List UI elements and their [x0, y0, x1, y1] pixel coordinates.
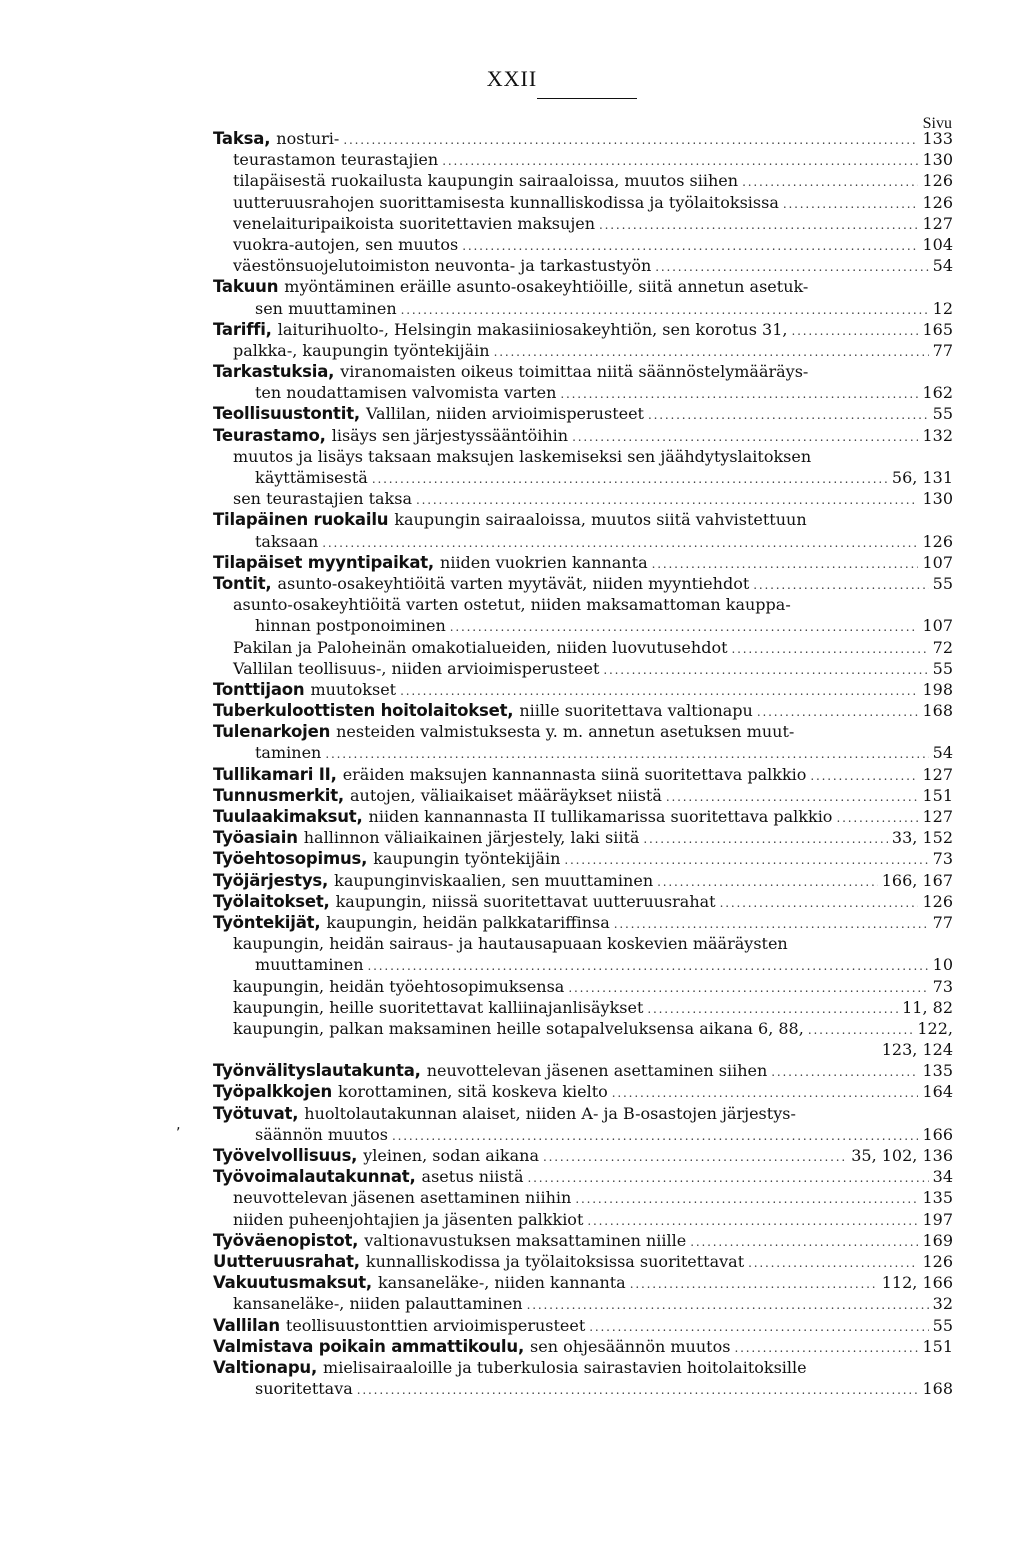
index-page-ref: 54 [932, 743, 953, 763]
index-headword: Työtuvat, [213, 1103, 299, 1123]
leader-dots [690, 1230, 918, 1251]
leader-dots [372, 467, 888, 488]
index-entry-text: Vallilan, niiden arvioimisperusteet [365, 404, 644, 424]
index-entry-text: neuvottelevan jäsenen asettaminen niihin [233, 1188, 572, 1208]
index-entry [213, 870, 953, 891]
index-headword: Tuberkuloottisten hoitolaitokset, [213, 701, 514, 721]
leader-dots [572, 425, 918, 446]
index-entry-text: yleinen, sodan aikana [363, 1146, 540, 1165]
index-entry-text: lisäys sen järjestyssääntöihin [331, 425, 569, 445]
index-headword: Tonttijaon [213, 679, 305, 699]
index-entry-text: taminen [255, 743, 322, 763]
leader-dots [614, 912, 929, 933]
index-page-ref: 164 [922, 1082, 953, 1102]
index-entry-text: niiden vuokrien kannanta [440, 552, 648, 572]
index-entry [213, 1145, 953, 1166]
index-entry-text: mielisairaaloille ja tuberkulosia sairastavien hoitolaitoksille [323, 1357, 807, 1377]
index-page-ref: 130 [922, 150, 953, 170]
index-entry-text: väestönsuojelutoimiston neuvonta- ja tarkastustyön [233, 256, 652, 276]
index-page-ref: 55 [932, 573, 953, 593]
index-entry [213, 467, 953, 488]
leader-dots [783, 192, 919, 213]
index-page-ref: 165 [922, 319, 953, 339]
index-entry [213, 382, 953, 403]
index-entry [213, 1039, 953, 1060]
index-page-ref: 135 [922, 1061, 953, 1081]
index-entry [213, 785, 953, 806]
index-page-ref: 33, 152 [891, 828, 953, 848]
leader-dots [564, 848, 928, 869]
leader-dots [630, 1272, 878, 1293]
leader-dots [657, 870, 878, 891]
index-entry-text: niiden kannannasta II tullikamarissa suoritettava palkkio [368, 807, 833, 826]
index-page-ref: 107 [922, 616, 953, 636]
index-entry-text: sen muuttaminen [255, 298, 397, 318]
index-entry-text: muutokset [310, 679, 397, 699]
leader-dots [450, 615, 919, 636]
index-entry [213, 891, 953, 912]
leader-dots [589, 1315, 928, 1336]
index-entry-text: kaupungin, heidän työehtosopimuksensa [233, 976, 565, 996]
index-entry-text: neuvottelevan jäsenen asettaminen siihen [426, 1061, 768, 1081]
index-entry-text: niiden puheenjohtajien ja jäsenten palkkiot [233, 1209, 584, 1229]
index-entry-text: kansaneläke-, niiden palauttaminen [233, 1294, 523, 1314]
index-headword: Työnvälityslautakunta, [213, 1061, 421, 1081]
index-headword: Tunnusmerkit, [213, 785, 344, 805]
index-page-ref: 112, 166 [881, 1273, 953, 1293]
leader-dots [753, 573, 928, 594]
index-entry-text: eräiden maksujen kannannasta siinä suoritettava palkkio [342, 764, 807, 784]
index-entry [213, 1060, 953, 1081]
index-entry-text: korottaminen, sitä koskeva kielto [338, 1082, 608, 1102]
index-entry-text: uutteruusrahojen suorittamisesta kunnalliskodissa ja työlaitoksissa [233, 192, 779, 212]
index-page-ref: 151 [922, 785, 953, 805]
index-page-ref: 12 [932, 298, 953, 318]
index-page-ref: 126 [922, 531, 953, 551]
index-entry-text: sen teurastajien taksa [233, 489, 412, 509]
index-page-ref: 197 [922, 1209, 953, 1229]
leader-dots [771, 1060, 918, 1081]
leader-dots [494, 340, 929, 361]
leader-dots [655, 255, 928, 276]
index-entry-text: kaupungin työntekijäin [373, 849, 561, 869]
index-headword: Työväenopistot, [213, 1230, 359, 1250]
index-page-ref: 72 [932, 637, 953, 657]
index-entry-text: nesteiden valmistuksesta y. m. annetun asetuksen muut- [336, 722, 795, 742]
index-page-ref: 126 [922, 171, 953, 191]
index-entry [213, 1124, 953, 1145]
index-headword: Takuun [213, 277, 279, 297]
index-page-ref: 55 [932, 1315, 953, 1335]
index-entry [213, 361, 953, 382]
index-headword: Työjärjestys, [213, 870, 329, 890]
index-page-ref: 127 [922, 764, 953, 784]
index-entry [213, 742, 953, 763]
index-page-ref: 162 [922, 383, 953, 403]
index-entry [213, 509, 953, 530]
index-headword: Tarkastuksia, [213, 362, 335, 382]
index-headword: Tontit, [213, 573, 272, 593]
index-entry [213, 997, 953, 1018]
index-headword: Valmistava poikain ammattikoulu, [213, 1336, 525, 1356]
index-page-ref: 166 [922, 1124, 953, 1144]
index-entry [213, 192, 953, 213]
index-entry-text: kunnalliskodissa ja työlaitoksissa suoritettavat [365, 1251, 745, 1271]
index-headword: Tulenarkojen [213, 722, 331, 742]
index-entry [213, 1357, 953, 1378]
index-entry-text: suoritettava [255, 1379, 353, 1399]
index-entry [213, 1251, 953, 1272]
index-entry-text: valtionavustuksen maksattaminen niille [364, 1230, 687, 1250]
index-entry [213, 446, 953, 467]
leader-dots [568, 976, 928, 997]
page-column-label: Sivu [922, 115, 952, 132]
index-headword: Teurastamo, [213, 425, 326, 445]
leader-dots [810, 764, 918, 785]
index-page-ref: 122, [917, 1018, 953, 1038]
leader-dots [527, 1293, 929, 1314]
index-entry-text: kaupungin, niissä suoritettavat uutteruusrahat [335, 891, 716, 911]
index-entry-text: teurastamon teurastajien [233, 150, 439, 170]
index-page-ref: 126 [922, 1251, 953, 1271]
leader-dots [392, 1124, 918, 1145]
index-headword: Työvelvollisuus, [213, 1146, 358, 1165]
index-entry [213, 298, 953, 319]
index-page-ref: 55 [932, 404, 953, 424]
index-page-ref: 10 [932, 955, 953, 975]
index-page-ref: 107 [922, 552, 953, 572]
index-entry [213, 573, 953, 594]
leader-dots [720, 891, 919, 912]
index-entry-text: ten noudattamisen valvomista varten [255, 383, 557, 403]
leader-dots [836, 806, 918, 827]
index-page-ref: 133 [922, 129, 953, 148]
index-entry [213, 637, 953, 658]
leader-dots [742, 170, 918, 191]
index-page-ref: 77 [932, 912, 953, 932]
index-entry [213, 1293, 953, 1314]
index-page-ref: 130 [922, 489, 953, 509]
leader-dots [343, 128, 918, 149]
leader-dots [732, 637, 929, 658]
index-entry-text: muuttaminen [255, 955, 364, 975]
leader-dots [666, 785, 919, 806]
index-entry [213, 1018, 953, 1039]
index-headword: Työpalkkojen [213, 1082, 333, 1102]
index-entry-text: autojen, väliaikaiset määräykset niistä [349, 785, 662, 805]
index-entry-text: kansaneläke-, niiden kannanta [377, 1273, 626, 1293]
index-entry [213, 594, 953, 615]
index-entry [213, 1230, 953, 1251]
index-entry-text: myöntäminen eräille asunto-osakeyhtiöille, siitä annetun asetuk- [284, 277, 809, 297]
leader-dots [401, 298, 929, 319]
index-entry-text: Vallilan teollisuus-, niiden arvioimisperusteet [233, 658, 600, 678]
index-entry [213, 552, 953, 573]
index-entry [213, 276, 953, 297]
index-headword: Työvoimalautakunnat, [213, 1167, 416, 1187]
index-page-ref: 135 [922, 1188, 953, 1208]
index-page-ref: 77 [932, 340, 953, 360]
index-entry-text: hallinnon väliaikainen järjestely, laki siitä [303, 828, 640, 848]
index-entry [213, 806, 953, 827]
index-entry-text: viranomaisten oikeus toimittaa niitä säännöstelymääräys- [340, 362, 809, 382]
index-page-ref: 73 [932, 976, 953, 996]
leader-dots [543, 1145, 847, 1166]
index-entry [213, 488, 953, 509]
index-headword: Työehtosopimus, [213, 849, 368, 869]
index-page-ref: 127 [922, 213, 953, 233]
index-page-ref: 104 [922, 234, 953, 254]
index-entry-text: vuokra-autojen, sen muutos [233, 234, 459, 254]
index-entry-text: nosturi- [276, 129, 340, 148]
index-headword: Työlaitokset, [213, 891, 330, 911]
index-entry [213, 1103, 953, 1124]
index-entry-text: teollisuustonttien arvioimisperusteet [285, 1315, 586, 1335]
index-entry-text: asunto-osakeyhtiöitä varten ostetut, niiden maksamattoman kauppa- [233, 595, 791, 615]
leader-dots [560, 382, 918, 403]
index-entry [213, 170, 953, 191]
index-entry-text: huoltolautakunnan alaiset, niiden A- ja B-osastojen järjestys- [304, 1103, 796, 1123]
index-headword: Työasiain [213, 828, 298, 848]
index-entry [213, 764, 953, 785]
index-headword: Tariffi, [213, 319, 272, 339]
index-entry-text: kaupungin, heille suoritettavat kalliinajanlisäykset [233, 997, 644, 1017]
leader-dots [791, 319, 918, 340]
index-list [213, 128, 953, 1399]
index-page-ref: 73 [932, 849, 953, 869]
leader-dots [528, 1166, 929, 1187]
index-page-ref: 34 [932, 1167, 953, 1187]
index-entry [213, 234, 953, 255]
index-page-ref: 151 [922, 1336, 953, 1356]
index-entry [213, 128, 953, 149]
leader-dots [462, 234, 918, 255]
index-entry [213, 340, 953, 361]
index-entry [213, 933, 953, 954]
index-entry-text: Pakilan ja Paloheinän omakotialueiden, niiden luovutusehdot [233, 637, 728, 657]
index-entry-text: kaupungin sairaaloissa, muutos siitä vahvistettuun [394, 510, 807, 530]
index-page-ref: 169 [922, 1230, 953, 1250]
leader-dots [599, 213, 918, 234]
index-entry-text: palkka-, kaupungin työntekijäin [233, 340, 490, 360]
index-entry [213, 615, 953, 636]
index-entry [213, 721, 953, 742]
index-entry [213, 319, 953, 340]
index-entry-text: venelaituripaikoista suoritettavien maksujen [233, 213, 596, 233]
index-entry [213, 912, 953, 933]
index-headword: Tuulaakimaksut, [213, 807, 363, 826]
leader-dots [325, 742, 928, 763]
index-page-ref: 168 [922, 701, 953, 721]
index-entry [213, 658, 953, 679]
leader-dots [734, 1336, 918, 1357]
index-headword: Tilapäiset myyntipaikat, [213, 552, 435, 572]
index-entry-text: niille suoritettava valtionapu [519, 701, 753, 721]
index-entry-text: taksaan [255, 531, 319, 551]
leader-dots [416, 488, 918, 509]
index-headword: Tilapäinen ruokailu [213, 510, 389, 530]
index-page-ref: 55 [932, 658, 953, 678]
index-page-ref: 166, 167 [881, 870, 953, 890]
leader-dots [400, 679, 918, 700]
index-headword: Vallilan [213, 1315, 280, 1335]
index-headword: Valtionapu, [213, 1357, 318, 1377]
index-entry-text: asunto-osakeyhtiöitä varten myytävät, niiden myyntiehdot [277, 573, 750, 593]
index-entry-text: hinnan postponoiminen [255, 616, 446, 636]
index-page-ref: 126 [922, 891, 953, 911]
index-page-ref: 56, 131 [891, 468, 953, 487]
leader-dots [603, 658, 928, 679]
index-entry-text: laiturihuolto-, Helsingin makasiiniosakeyhtiön, sen korotus 31, [277, 319, 788, 339]
index-entry-text: tilapäisestä ruokailusta kaupungin sairaaloissa, muutos siihen [233, 171, 739, 191]
index-page-ref: 198 [922, 679, 953, 699]
index-entry-text: muutos ja lisäys taksaan maksujen laskemiseksi sen jäähdytyslaitoksen [233, 446, 812, 466]
index-entry [213, 403, 953, 424]
leader-dots [368, 954, 929, 975]
index-entry-text: sen ohjesäännön muutos [530, 1336, 731, 1356]
index-page-ref: 126 [922, 192, 953, 212]
leader-dots [647, 997, 898, 1018]
page-number: XXII [486, 66, 538, 91]
index-entry [213, 1378, 953, 1399]
index-headword: Vakuutusmaksut, [213, 1273, 372, 1293]
index-entry [213, 976, 953, 997]
index-entry [213, 1081, 953, 1102]
index-entry [213, 1315, 953, 1336]
index-entry [213, 827, 953, 848]
index-page-ref: 35, 102, 136 [851, 1146, 953, 1165]
leader-dots [322, 531, 918, 552]
index-headword: Työntekijät, [213, 912, 321, 932]
leader-dots [808, 1018, 914, 1039]
index-entry [213, 848, 953, 869]
index-entry [213, 1187, 953, 1208]
leader-dots [757, 700, 919, 721]
index-headword: Teollisuustontit, [213, 404, 360, 424]
index-headword: Uutteruusrahat, [213, 1251, 360, 1271]
index-entry [213, 425, 953, 446]
leader-dots [648, 403, 929, 424]
index-page-ref: 127 [922, 807, 953, 826]
index-entry [213, 149, 953, 170]
index-entry [213, 1209, 953, 1230]
index-entry-text: kaupungin, palkan maksaminen heille sotapalveluksensa aikana 6, 88, [233, 1018, 804, 1038]
index-entry [213, 255, 953, 276]
index-entry-text: kaupunginviskaalien, sen muuttaminen [334, 870, 654, 890]
leader-dots [357, 1378, 919, 1399]
index-entry [213, 954, 953, 975]
index-entry-text: asetus niistä [421, 1167, 524, 1187]
index-page-ref: 54 [932, 256, 953, 276]
index-entry [213, 1336, 953, 1357]
index-headword: Tullikamari II, [213, 764, 337, 784]
index-entry-text: käyttämisestä [255, 468, 368, 487]
leader-dots [575, 1187, 918, 1208]
leader-dots [748, 1251, 918, 1272]
leader-dots [643, 827, 888, 848]
index-entry [213, 700, 953, 721]
index-headword: Taksa, [213, 129, 271, 148]
index-entry [213, 679, 953, 700]
index-page-ref: 32 [932, 1294, 953, 1314]
leader-dots [612, 1081, 919, 1102]
margin-mark: ‚ [176, 1117, 181, 1133]
leader-dots [442, 149, 918, 170]
page-number-rule [537, 98, 637, 99]
index-entry-text: säännön muutos [255, 1124, 388, 1144]
index-entry [213, 1166, 953, 1187]
index-entry [213, 531, 953, 552]
index-entry-text: kaupungin, heidän palkkatariffinsa [326, 912, 610, 932]
index-entry [213, 1272, 953, 1293]
leader-dots [652, 552, 919, 573]
index-page-ref: 123, 124 [881, 1040, 953, 1060]
index-entry-text: kaupungin, heidän sairaus- ja hautausapuaan koskevien määräysten [233, 934, 788, 954]
index-page-ref: 132 [922, 425, 953, 445]
index-page-ref: 168 [922, 1379, 953, 1399]
index-entry [213, 213, 953, 234]
leader-dots [587, 1209, 918, 1230]
index-page-ref: 11, 82 [902, 997, 953, 1017]
